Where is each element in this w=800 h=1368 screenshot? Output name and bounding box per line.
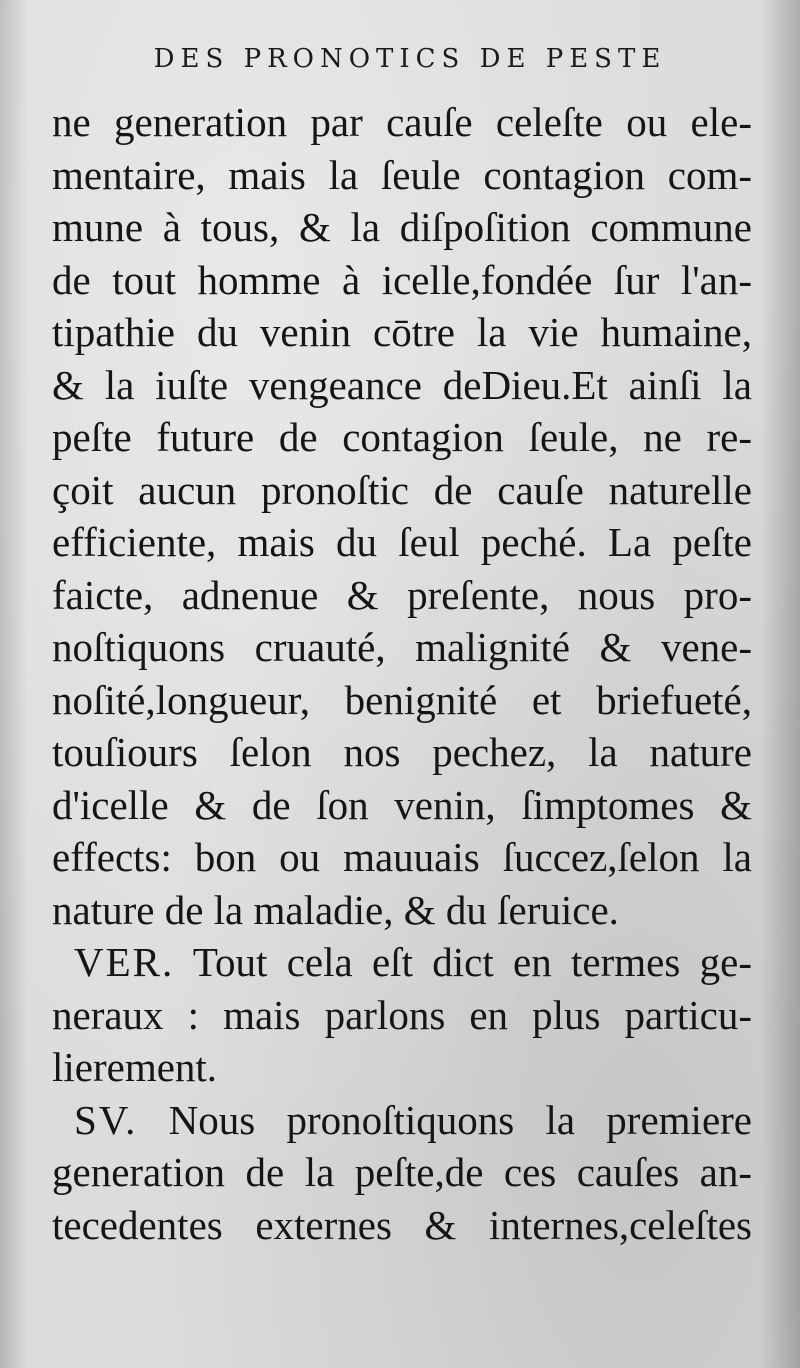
text-line <box>52 936 752 989</box>
text-line: generation de la peſte,de ces cauſes an- <box>52 1149 752 1195</box>
text-line: peſte future de contagion ſeule, ne re- <box>52 414 752 460</box>
text-line: noſtiquons cruauté, malignité & vene- <box>52 624 752 670</box>
text-line: faicte, adnenue & preſente, nous pro- <box>52 571 752 618</box>
paragraph-1 <box>52 96 752 936</box>
text-line: tecedentes externes & internes,celeſtes <box>52 1201 752 1248</box>
speaker-label: VER. <box>74 939 175 985</box>
running-head: DES PRONOTICS DE PESTE <box>153 44 667 74</box>
text-line: lierement. <box>52 1044 218 1090</box>
text-line: d'icelle & de ſon venin, ſimptomes & <box>52 781 752 828</box>
text-line: & la iuſte vengeance deDieu.Et ainſi la <box>52 361 752 408</box>
text-line: mune à tous, & la diſpoſition commune <box>52 204 752 250</box>
text-line: mentaire, mais la ſeule contagion com- <box>52 151 752 198</box>
text-line: effects: bon ou mauuais ſuccez,ſelon la <box>52 834 752 880</box>
text-line: noſité,longueur, benignité et briefueté, <box>52 676 752 723</box>
text-fragment: Nous pronoſtiquons la premiere <box>137 1096 752 1143</box>
text-fragment: Tout cela eſt dict en termes ge- <box>174 939 752 985</box>
text-line <box>52 1094 752 1147</box>
text-block <box>52 96 752 1251</box>
text-line: de tout homme à icelle,fondée ſur l'an- <box>52 256 752 303</box>
text-line: nature de la maladie, & du ſeruice. <box>52 886 619 933</box>
text-line: touſiours ſelon nos pechez, la nature <box>52 729 752 775</box>
speaker-label: SV. <box>74 1096 138 1143</box>
paragraph-2 <box>52 936 752 1094</box>
paragraph-3 <box>52 1094 752 1252</box>
text-line: efficiente, mais du ſeul peché. La peſte <box>52 519 752 565</box>
text-line: neraux : mais parlons en plus particu- <box>52 991 752 1038</box>
text-line: tipathie du venin cōtre la vie humaine, <box>52 309 752 355</box>
text-line: çoit aucun pronoſtic de cauſe naturelle <box>52 466 752 513</box>
text-line: ne generation par cauſe celeſte ou ele- <box>52 99 752 145</box>
